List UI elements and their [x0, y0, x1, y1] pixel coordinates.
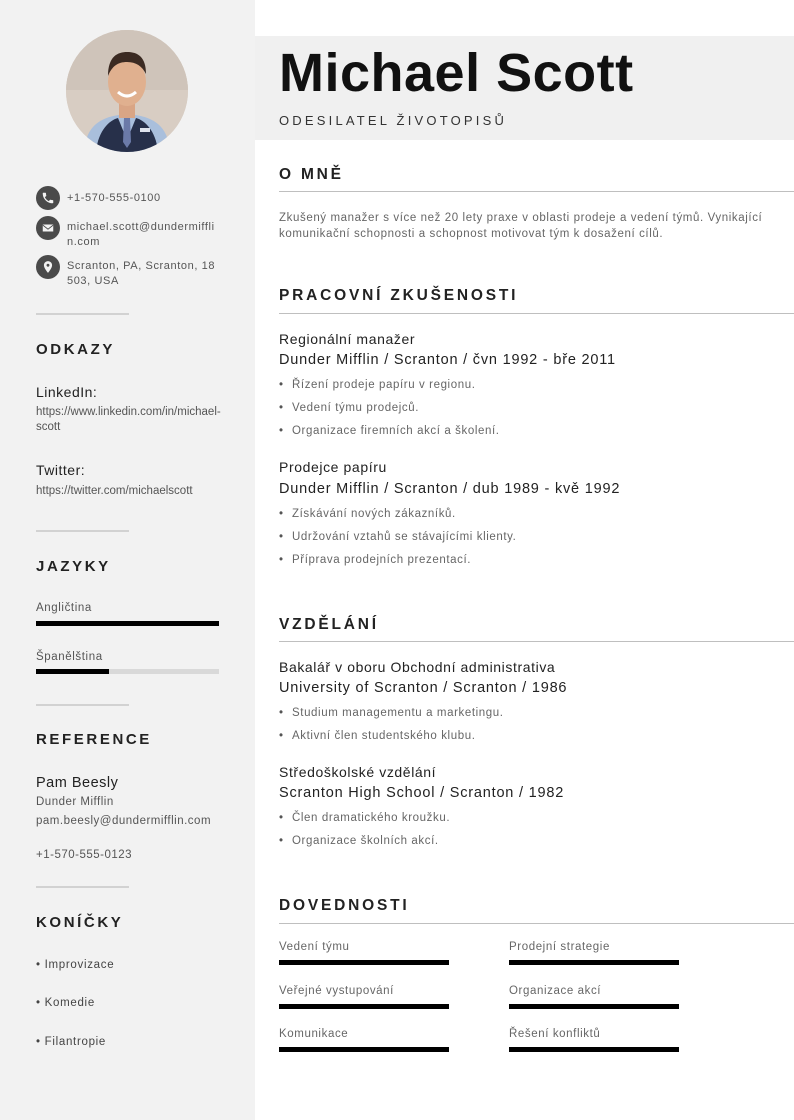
- sidebar-divider: [36, 313, 129, 315]
- skill-label: Prodejní strategie: [509, 941, 610, 953]
- job-bullet: • Získávání nových zákazníků.: [279, 508, 456, 520]
- hobby-label: Komedie: [44, 997, 95, 1009]
- job-title: Regionální manažer: [279, 331, 416, 347]
- profile-name: Michael Scott: [279, 43, 634, 103]
- section-rule: [279, 191, 794, 192]
- profile-subtitle: ODESILATEL ŽIVOTOPISŮ: [279, 113, 508, 128]
- skill-bar: [509, 1004, 679, 1009]
- education-bullet-text: Organizace školních akcí.: [292, 835, 439, 847]
- about-heading: O MNĚ: [279, 166, 344, 183]
- job-bullet-text: Řízení prodeje papíru v regionu.: [292, 379, 476, 391]
- education-subtitle: Scranton High School / Scranton / 1982: [279, 785, 565, 801]
- section-rule: [279, 641, 794, 642]
- about-text: Zkušený manažer s více než 20 lety praxe v oblasti prodeje a vedení týmů. Vynikající komunikační schopnosti a schopnost motivovat tým k dosažení cílů.: [279, 212, 763, 240]
- reference-heading: REFERENCE: [36, 731, 152, 748]
- education-bullet: • Aktivní člen studentského klubu.: [279, 730, 476, 742]
- job-bullet-text: Organizace firemních akcí a školení.: [292, 425, 500, 437]
- links-heading: ODKAZY: [36, 341, 115, 358]
- hobbies-heading: KONÍČKY: [36, 914, 124, 931]
- skills-heading: DOVEDNOSTI: [279, 897, 410, 914]
- twitter-label: Twitter:: [36, 462, 86, 478]
- education-bullet: • Studium managementu a marketingu.: [279, 707, 504, 719]
- language-label-spanish: Španělština: [36, 651, 103, 663]
- twitter-link[interactable]: https://twitter.com/michaelscott: [36, 485, 193, 497]
- education-title: Středoškolské vzdělání: [279, 764, 437, 780]
- skill-label: Veřejné vystupování: [279, 985, 394, 997]
- job-bullet-text: Vedení týmu prodejců.: [292, 402, 420, 414]
- section-rule: [279, 313, 794, 314]
- languages-heading: JAZYKY: [36, 558, 111, 575]
- experience-heading: PRACOVNÍ ZKUŠENOSTI: [279, 287, 519, 304]
- hobby-label: Filantropie: [44, 1036, 107, 1048]
- hobby-item: • Komedie: [36, 997, 95, 1009]
- sidebar-divider: [36, 530, 129, 532]
- job-bullet-text: Získávání nových zákazníků.: [292, 508, 456, 520]
- sidebar-divider: [36, 704, 129, 706]
- contact-phone-text: +1-570-555-0100: [67, 192, 161, 204]
- job-bullet-text: Příprava prodejních prezentací.: [292, 554, 472, 566]
- education-subtitle: University of Scranton / Scranton / 1986: [279, 680, 568, 696]
- job-bullet: • Příprava prodejních prezentací.: [279, 554, 472, 566]
- job-bullet: • Udržování vztahů se stávajícími klienty.: [279, 531, 517, 543]
- skill-bar: [279, 960, 449, 965]
- map-pin-icon: [36, 255, 60, 279]
- job-subtitle: Dunder Mifflin / Scranton / dub 1989 - kvě 1992: [279, 481, 621, 497]
- education-bullet-text: Člen dramatického kroužku.: [292, 812, 451, 824]
- skill-bar: [279, 1004, 449, 1009]
- linkedin-link[interactable]: https://www.linkedin.com/in/michael-scott: [36, 406, 221, 433]
- job-title: Prodejce papíru: [279, 459, 387, 475]
- skill-label: Organizace akcí: [509, 985, 602, 997]
- education-bullet-text: Aktivní člen studentského klubu.: [292, 730, 476, 742]
- profile-photo: [66, 30, 188, 152]
- education-bullet: • Člen dramatického kroužku.: [279, 812, 451, 824]
- education-title: Bakalář v oboru Obchodní administrativa: [279, 659, 556, 675]
- hobby-label: Improvizace: [44, 959, 115, 971]
- section-rule: [279, 923, 794, 924]
- job-subtitle: Dunder Mifflin / Scranton / čvn 1992 - bře 2011: [279, 352, 616, 368]
- profile-photo-illustration: [66, 30, 188, 152]
- job-bullet-text: Udržování vztahů se stávajícími klienty.: [292, 531, 517, 543]
- envelope-icon: [36, 216, 60, 240]
- skill-bar: [509, 960, 679, 965]
- contact-phone: [36, 186, 219, 210]
- language-bar-fill: [36, 669, 109, 674]
- contact-address-text: Scranton, PA, Scranton, 18503, USA: [67, 260, 216, 287]
- hobby-item: • Improvizace: [36, 959, 115, 971]
- language-bar-fill: [36, 621, 219, 626]
- reference-name: Pam Beesly: [36, 775, 119, 791]
- reference-phone: +1-570-555-0123: [36, 849, 133, 861]
- contact-email-link[interactable]: michael.scott@dundermifflin.com: [67, 221, 215, 248]
- job-bullet: • Organizace firemních akcí a školení.: [279, 425, 500, 437]
- hobby-item: • Filantropie: [36, 1036, 107, 1048]
- language-label-english: Angličtina: [36, 602, 92, 614]
- education-bullet: • Organizace školních akcí.: [279, 835, 439, 847]
- skill-label: Vedení týmu: [279, 941, 350, 953]
- education-heading: VZDĚLÁNÍ: [279, 616, 379, 633]
- skill-label: Komunikace: [279, 1028, 349, 1040]
- contact-email: [36, 216, 219, 250]
- skill-label: Řešení konfliktů: [509, 1028, 601, 1040]
- phone-icon: [36, 186, 60, 210]
- language-bar-spanish: [36, 669, 219, 674]
- education-bullet-text: Studium managementu a marketingu.: [292, 707, 504, 719]
- job-bullet: • Vedení týmu prodejců.: [279, 402, 420, 414]
- language-bar-english: [36, 621, 219, 626]
- skill-bar: [279, 1047, 449, 1052]
- reference-email-link[interactable]: pam.beesly@dundermifflin.com: [36, 815, 212, 827]
- reference-company: Dunder Mifflin: [36, 796, 114, 808]
- linkedin-label: LinkedIn:: [36, 384, 98, 400]
- contact-address: [36, 255, 219, 289]
- sidebar-divider: [36, 886, 129, 888]
- job-bullet: • Řízení prodeje papíru v regionu.: [279, 379, 476, 391]
- skill-bar: [509, 1047, 679, 1052]
